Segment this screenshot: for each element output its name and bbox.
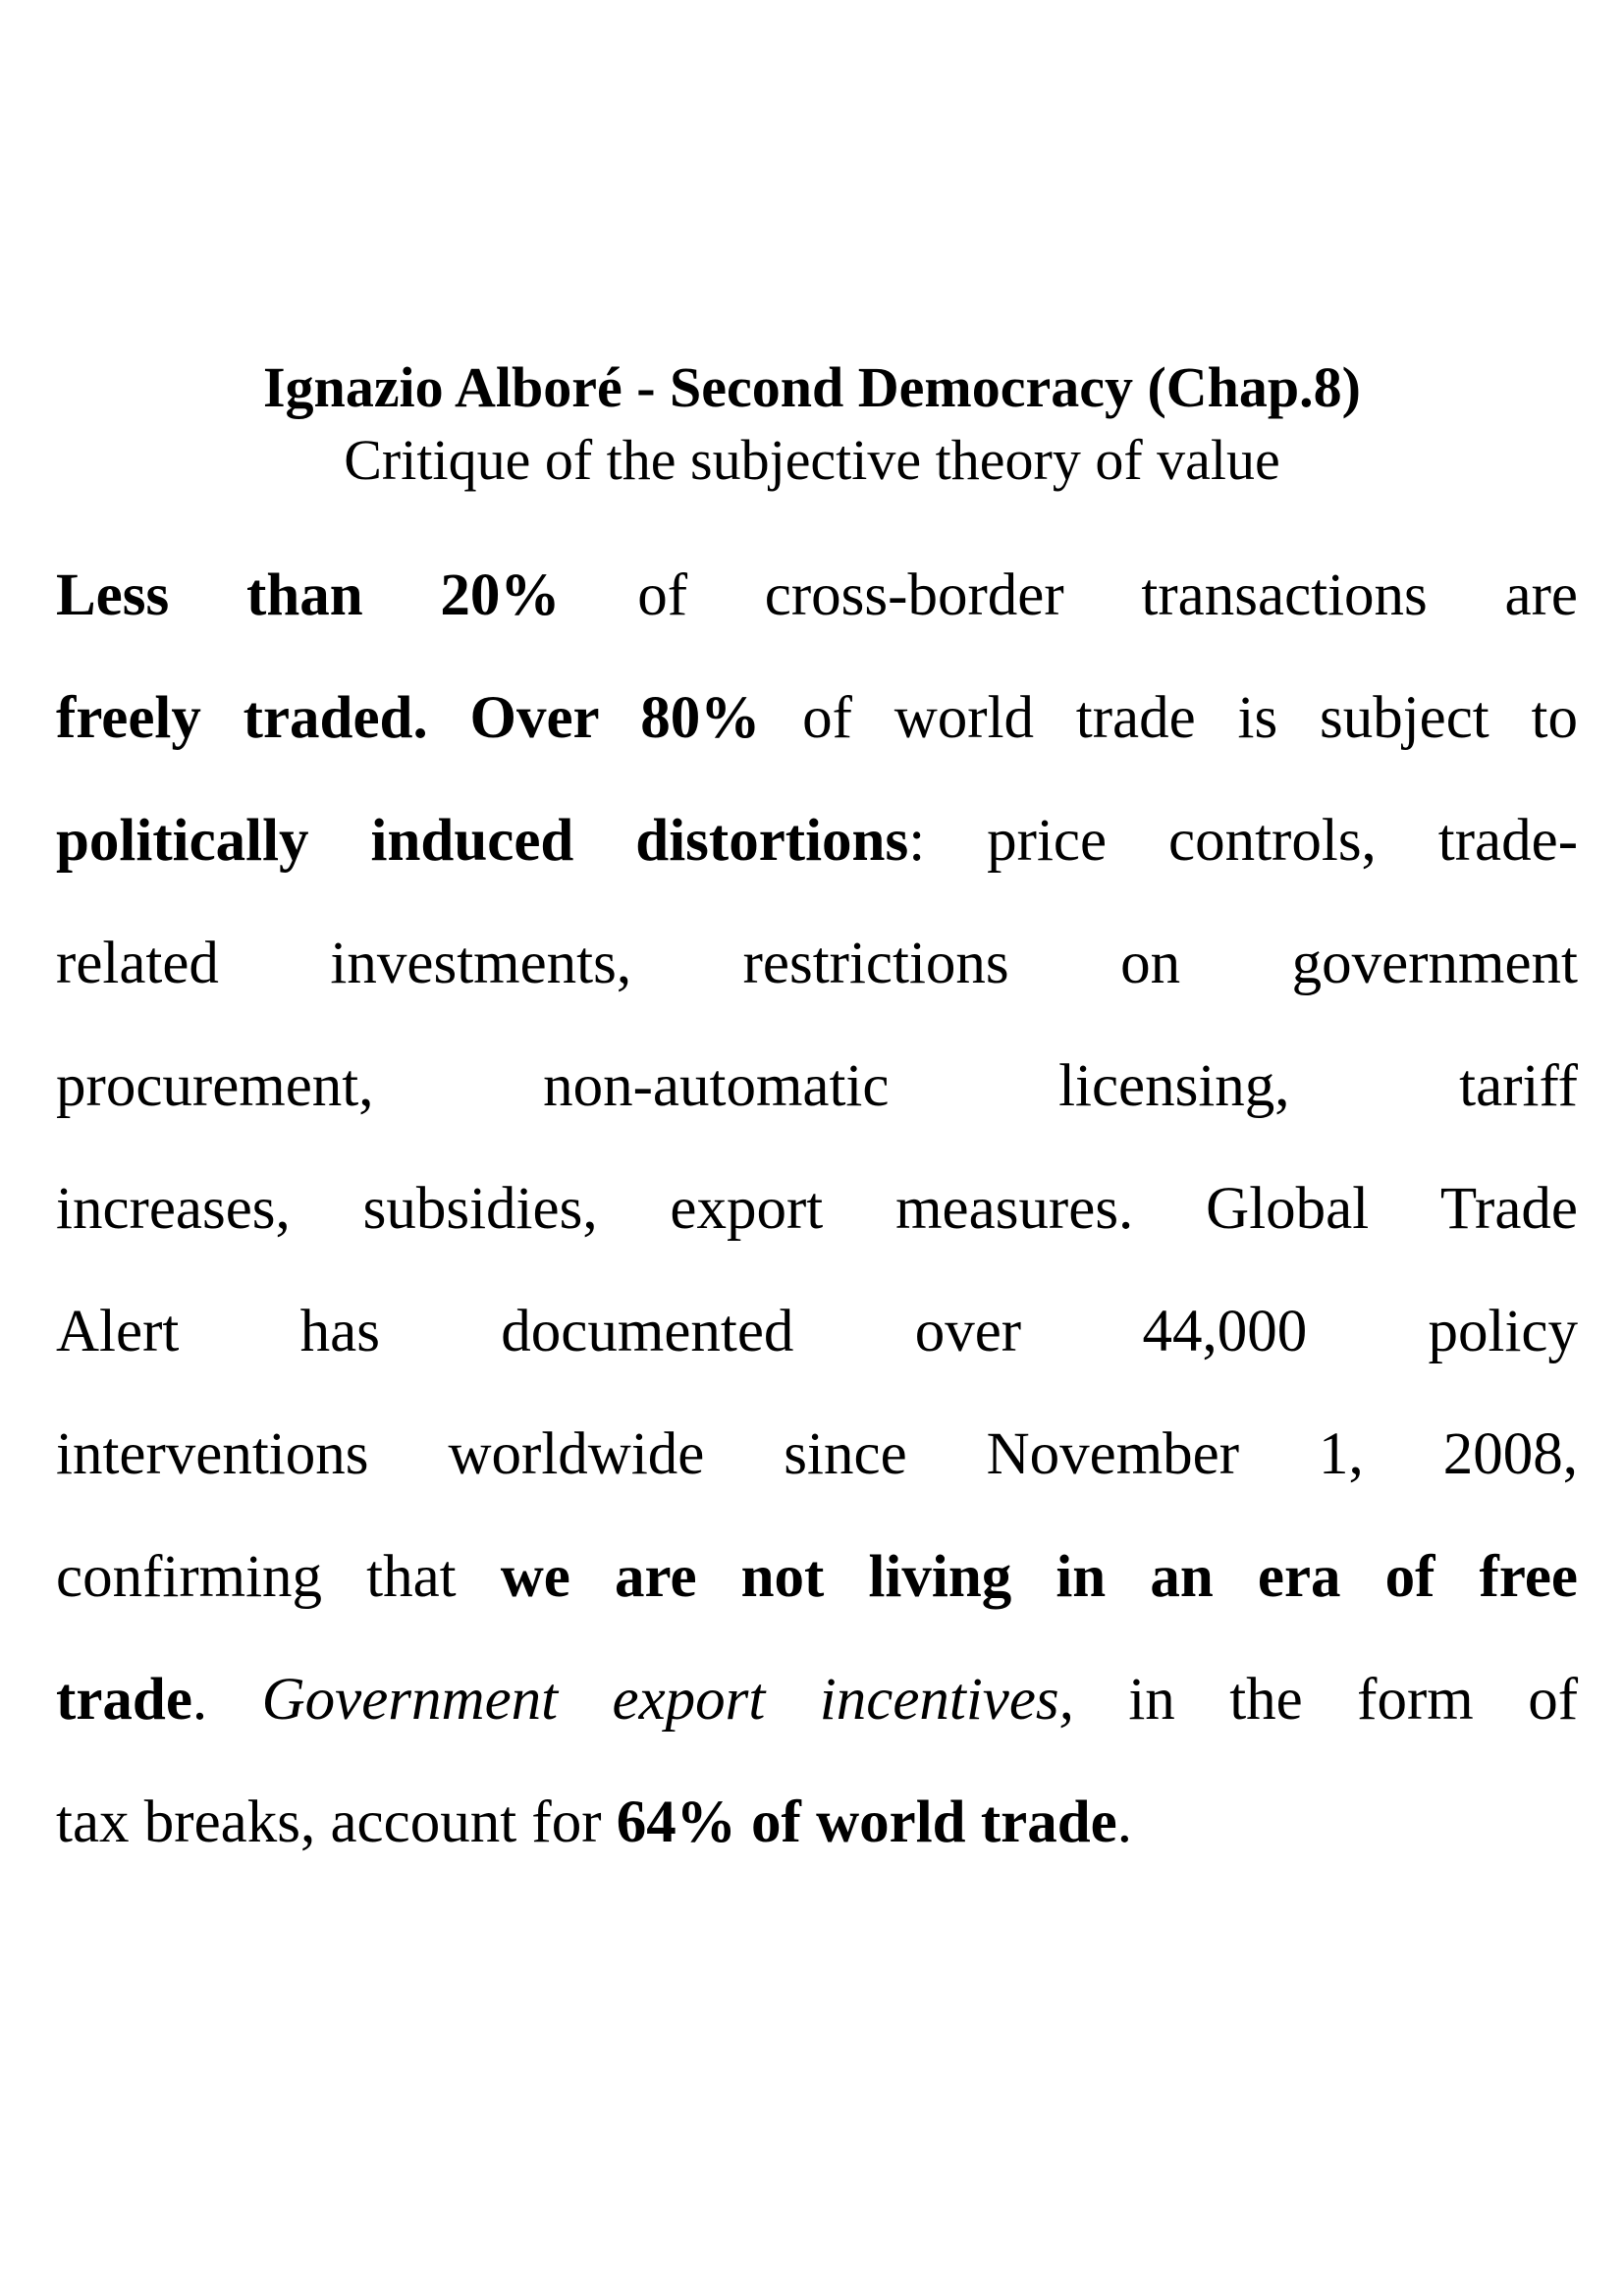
text-line — [56, 657, 1578, 779]
bold-text: politically induced distortions — [56, 808, 909, 874]
bold-text: we are not living in an era of free — [500, 1544, 1578, 1610]
regular-text: Alert has documented over 44,000 policy — [56, 1299, 1578, 1364]
regular-text: increases, subsidies, export measures. Global Trade — [56, 1176, 1578, 1242]
italic-text: Government export incentives, — [261, 1667, 1074, 1733]
text-line — [56, 1025, 1578, 1148]
text-line — [56, 1148, 1578, 1270]
bold-text: Less than 20% — [56, 562, 561, 628]
regular-text: of world trade is subject to — [760, 685, 1578, 751]
regular-text: tax breaks, account for — [56, 1789, 617, 1855]
regular-text: : price controls, trade- — [908, 808, 1579, 874]
bold-text: 64% of world trade — [616, 1789, 1117, 1855]
regular-text: of cross-border transactions are — [560, 562, 1579, 628]
bold-text: freely traded. Over 80% — [56, 685, 761, 751]
regular-text: confirming that — [56, 1544, 501, 1610]
document-subtitle: Critique of the subjective theory of value — [344, 428, 1280, 492]
text-line — [56, 1638, 1578, 1761]
regular-text: related investments, restrictions on government — [56, 931, 1578, 996]
regular-text: . — [191, 1667, 262, 1733]
document-header — [0, 0, 1624, 497]
regular-text: procurement, non-automatic licensing, tariff — [56, 1053, 1578, 1119]
text-line — [56, 1761, 1578, 1884]
paragraph-body — [56, 534, 1578, 1884]
text-line — [56, 1393, 1578, 1516]
text-line — [56, 534, 1578, 657]
regular-text: . — [1116, 1789, 1132, 1855]
regular-text: interventions worldwide since November 1, 2008, — [56, 1421, 1578, 1487]
bold-text: trade — [56, 1667, 192, 1733]
text-line — [56, 902, 1578, 1025]
text-line — [56, 779, 1578, 902]
text-line — [56, 1516, 1578, 1638]
document-title: Ignazio Alboré - Second Democracy (Chap.8) — [262, 355, 1361, 419]
text-line — [56, 1270, 1578, 1393]
regular-text: in the form of — [1073, 1667, 1579, 1733]
